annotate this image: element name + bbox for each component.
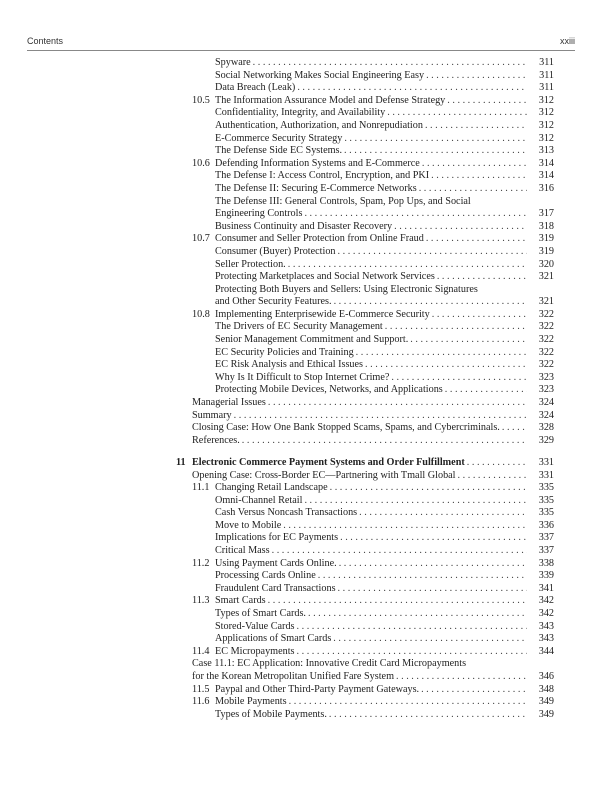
dot-leader: [389, 372, 527, 385]
toc-entry-body: [215, 309, 554, 322]
toc-entry[interactable]: [176, 570, 554, 583]
toc-entry-title: Case 11.1: EC Application: Innovative Credit Card Micropayments: [192, 658, 467, 670]
toc-entry[interactable]: [176, 696, 554, 709]
toc-entry-title: Business Continuity and Disaster Recovery: [215, 220, 393, 232]
toc-entry[interactable]: [176, 671, 554, 684]
toc-entry-page: 322: [538, 346, 554, 358]
dot-leader: [338, 532, 527, 545]
dot-leader: [232, 410, 527, 423]
toc-entry[interactable]: [176, 633, 554, 646]
toc-entry[interactable]: [176, 684, 554, 697]
toc-entry-title: EC Risk Analysis and Ethical Issues: [215, 359, 363, 371]
toc-entry-page: 312: [538, 132, 554, 144]
toc-entry-body: [192, 397, 554, 410]
toc-entry-title: E-Commerce Security Strategy: [215, 132, 343, 144]
toc-entry-page: 328: [538, 422, 554, 434]
toc-entry-title: Senior Management Commitment and Support.: [215, 334, 409, 346]
toc-entry-page: 342: [538, 608, 554, 620]
toc-entry[interactable]: [176, 309, 554, 322]
toc-entry-page: 343: [538, 633, 554, 645]
toc-entry[interactable]: [176, 259, 554, 272]
toc-entry[interactable]: [176, 384, 554, 397]
toc-entry-body: [215, 709, 554, 722]
dot-leader: [443, 384, 527, 397]
dot-leader: [357, 507, 527, 520]
toc-entry-page: 314: [538, 157, 554, 169]
toc-entry[interactable]: [176, 658, 554, 671]
toc-entry-title: Stored-Value Cards: [215, 620, 295, 632]
toc-entry-page: 311: [539, 82, 554, 94]
dot-leader: [385, 107, 527, 120]
toc-entry-number: 10.8: [192, 308, 210, 320]
toc-entry-body: [215, 57, 554, 70]
toc-entry-title: The Defense III: General Controls, Spam, Pop Ups, and Social: [215, 195, 471, 207]
toc-entry[interactable]: [176, 296, 554, 309]
toc-entry[interactable]: [176, 208, 554, 221]
toc-entry-page: 324: [538, 409, 554, 421]
toc-entry-title: The Defense II: Securing E-Commerce Networks: [215, 182, 417, 194]
toc-entry-title: Smart Cards: [215, 595, 266, 607]
toc-entry-page: 320: [538, 258, 554, 270]
toc-entry-page: 331: [538, 469, 554, 481]
toc-entry-title: Social Networking Makes Social Engineering Easy: [215, 69, 425, 81]
toc-entry-page: 341: [538, 582, 554, 594]
dot-leader: [337, 558, 527, 571]
toc-entry-body: [215, 482, 554, 495]
toc-entry-page: 331: [538, 456, 554, 468]
toc-entry-page: 312: [538, 119, 554, 131]
toc-entry-page: 311: [539, 69, 554, 81]
toc-entry[interactable]: [176, 158, 554, 171]
toc-entry-number: 10.5: [192, 94, 210, 106]
toc-entry-number: 11.5: [192, 683, 210, 695]
toc-entry-title: The Defense I: Access Control, Encryption, and PKI: [215, 170, 430, 182]
toc-entry[interactable]: [176, 621, 554, 634]
toc-entry[interactable]: [176, 583, 554, 596]
toc-entry[interactable]: [176, 347, 554, 360]
toc-entry-body: [192, 457, 554, 470]
toc-entry[interactable]: [176, 532, 554, 545]
toc-entry-number: 11.6: [192, 696, 210, 708]
toc-entry-number: 11.4: [192, 645, 210, 657]
dot-leader: [270, 545, 527, 558]
dot-leader: [336, 583, 527, 596]
dot-leader: [423, 120, 527, 133]
toc-entry-number: 11.1: [192, 482, 210, 494]
toc-entry[interactable]: [176, 170, 554, 183]
toc-entry[interactable]: [176, 558, 554, 571]
toc-entry-body: [215, 532, 554, 545]
toc-entry[interactable]: [176, 422, 554, 435]
toc-entry-title: EC Security Policies and Training: [215, 346, 354, 358]
toc-entry-page: 349: [538, 696, 554, 708]
dot-leader: [328, 482, 527, 495]
toc-entry-title: EC Micropayments: [215, 645, 295, 657]
toc-entry-title: and Other Security Features.: [215, 296, 332, 308]
toc-entry-body: [215, 384, 554, 397]
dot-leader: [394, 671, 527, 684]
toc-entry-page: 321: [538, 296, 554, 308]
toc-entry-title: Managerial Issues: [192, 397, 266, 409]
toc-entry-body: [215, 145, 554, 158]
toc-entry-page: 318: [538, 220, 554, 232]
toc-entry-title: Spyware: [215, 57, 251, 68]
toc-entry-body: [215, 95, 554, 108]
running-header-page-number: xxiii: [560, 36, 575, 46]
toc-entry[interactable]: [176, 372, 554, 385]
toc-entry-body: [215, 372, 554, 385]
dot-leader: [420, 158, 527, 171]
toc-entry[interactable]: [176, 359, 554, 372]
toc-entry-page: 339: [538, 570, 554, 582]
toc-entry-body: [215, 696, 554, 709]
toc-entry-title: Authentication, Authorization, and Nonrepudiation: [215, 119, 423, 131]
toc-entry-page: 329: [538, 434, 554, 446]
toc-entry-title: Protecting Mobile Devices, Networks, and Applications: [215, 384, 443, 396]
toc-entry-page: 343: [538, 620, 554, 632]
dot-leader: [251, 57, 527, 70]
toc-entry-body: [215, 259, 554, 272]
dot-leader: [465, 457, 527, 470]
toc-entry-body: [215, 133, 554, 146]
toc-entry-title: The Information Assurance Model and Defense Strategy: [215, 94, 446, 106]
toc-chapter-entry[interactable]: [176, 457, 554, 470]
toc-entry-title: Summary: [192, 409, 232, 421]
toc-entry[interactable]: [176, 595, 554, 608]
toc-entry-title: Data Breach (Leak): [215, 82, 296, 94]
toc-entry-body: [215, 271, 554, 284]
toc-entry-page: 321: [538, 271, 554, 283]
toc-entry-body: [215, 633, 554, 646]
toc-entry-title: References.: [192, 434, 240, 446]
toc-entry-title: Types of Mobile Payments.: [215, 708, 327, 720]
dot-leader: [240, 435, 527, 448]
dot-leader: [500, 422, 527, 435]
toc-entry-page: 319: [538, 233, 554, 245]
toc-entry-body: [192, 671, 554, 684]
toc-entry-title: Defending Information Systems and E-Commerce: [215, 157, 420, 169]
toc-entry-page: 319: [538, 245, 554, 257]
dot-leader: [331, 633, 527, 646]
toc-entry-title: Electronic Commerce Payment Systems and Order Fulfillment: [192, 456, 465, 468]
toc-entry-title: Paypal and Other Third-Party Payment Gateways.: [215, 683, 420, 695]
toc-entry-body: [192, 658, 554, 671]
toc-entry-page: 324: [538, 397, 554, 409]
toc-entry[interactable]: [176, 470, 554, 483]
toc-entry-body: [215, 495, 554, 508]
running-header-section: Contents: [27, 36, 64, 46]
dot-leader: [266, 595, 527, 608]
toc-entry-number: 11.3: [192, 595, 210, 607]
toc-entry-body: [215, 583, 554, 596]
toc-entry[interactable]: [176, 284, 554, 297]
toc-entry[interactable]: [176, 334, 554, 347]
toc-entry[interactable]: [176, 107, 554, 120]
toc-entry[interactable]: [176, 507, 554, 520]
toc-entry[interactable]: [176, 495, 554, 508]
dot-leader: [295, 646, 527, 659]
toc-entry-body: [215, 684, 554, 697]
dot-leader: [302, 208, 527, 221]
dot-leader: [435, 271, 527, 284]
toc-entry-page: 312: [538, 107, 554, 119]
toc-entry-page: 342: [538, 595, 554, 607]
toc-entry-title: Critical Mass: [215, 545, 270, 557]
toc-entry-title: Confidentiality, Integrity, and Availability: [215, 107, 386, 119]
toc-entry[interactable]: [176, 271, 554, 284]
toc-entry-body: [215, 646, 554, 659]
toc-entry-title: for the Korean Metropolitan Unified Fare System: [192, 671, 394, 682]
toc-entry-body: [215, 608, 554, 621]
dot-leader: [392, 221, 527, 234]
dot-leader: [287, 696, 527, 709]
toc-entry[interactable]: [176, 435, 554, 448]
toc-entry-title: Engineering Controls: [215, 208, 303, 220]
dot-leader: [316, 570, 527, 583]
toc-entry-title: Mobile Payments: [215, 696, 287, 708]
dot-leader: [281, 520, 527, 533]
toc-entry-page: 322: [538, 321, 554, 333]
toc-entry-body: [215, 183, 554, 196]
toc-entry[interactable]: [176, 246, 554, 259]
toc-entry[interactable]: [176, 608, 554, 621]
toc-entry-body: [215, 359, 554, 372]
dot-leader: [327, 709, 527, 722]
toc-entry-title: Applications of Smart Cards: [215, 633, 332, 645]
dot-leader: [286, 259, 527, 272]
toc-entry-title: Consumer (Buyer) Protection: [215, 245, 336, 257]
toc-entry-body: [215, 82, 554, 95]
toc-entry[interactable]: [176, 520, 554, 533]
toc-entry-body: [215, 296, 554, 309]
toc-entry-title: Why Is It Difficult to Stop Internet Crime?: [215, 371, 390, 383]
toc-entry-page: 317: [538, 208, 554, 220]
toc-entry-body: [215, 221, 554, 234]
toc-entry[interactable]: [176, 410, 554, 423]
toc-entry-title: The Defense Side EC Systems.: [215, 145, 343, 157]
toc-entry-page: 337: [538, 545, 554, 557]
toc-entry-body: [215, 621, 554, 634]
dot-leader: [266, 397, 527, 410]
toc-entry-title: Omni-Channel Retail: [215, 494, 303, 506]
toc-entry-body: [215, 545, 554, 558]
toc-entry-page: 335: [538, 494, 554, 506]
dot-leader: [424, 70, 527, 83]
toc-entry-title: Cash Versus Noncash Transactions: [215, 507, 358, 519]
toc-entry-page: 311: [539, 57, 554, 68]
toc-entry-body: [215, 208, 554, 221]
toc-entry-title: Consumer and Seller Protection from Online Fraud: [215, 233, 424, 245]
toc-entry-body: [215, 558, 554, 571]
toc-entry-page: 336: [538, 519, 554, 531]
toc-entry-number: 10.6: [192, 157, 210, 169]
toc-entry-page: 322: [538, 334, 554, 346]
dot-leader: [342, 133, 527, 146]
toc-entry[interactable]: [176, 120, 554, 133]
dot-leader: [363, 359, 527, 372]
dot-leader: [354, 347, 527, 360]
toc-entry-page: 348: [538, 683, 554, 695]
toc-entry-title: Types of Smart Cards.: [215, 608, 306, 620]
toc-entry-body: [192, 422, 554, 435]
toc-entry-page: 316: [538, 182, 554, 194]
dot-leader: [295, 621, 528, 634]
toc-entry-title: Implementing Enterprisewide E-Commerce Security: [215, 308, 430, 320]
toc-entry[interactable]: [176, 70, 554, 83]
toc-entry-title: Closing Case: How One Bank Stopped Scams, Spams, and Cybercriminals.: [192, 422, 500, 434]
toc-entry-page: 322: [538, 359, 554, 371]
toc-entry-title: Protecting Both Buyers and Sellers: Using Electronic Signatures: [215, 283, 478, 295]
toc-entry[interactable]: [176, 183, 554, 196]
dot-leader: [342, 145, 527, 158]
header-rule: [27, 50, 575, 51]
dot-leader: [430, 309, 527, 322]
toc-entry[interactable]: [176, 145, 554, 158]
toc-entry-title: Fraudulent Card Transactions: [215, 582, 336, 594]
toc-entry-body: [215, 120, 554, 133]
dot-leader: [295, 82, 527, 95]
toc-entry-page: 314: [538, 170, 554, 182]
toc-entry-body: [215, 284, 554, 297]
dot-leader: [417, 183, 527, 196]
toc-entry-number: 11.2: [192, 557, 210, 569]
dot-leader: [429, 170, 527, 183]
toc-entry-title: Processing Cards Online: [215, 570, 316, 582]
toc-entry-body: [192, 470, 554, 483]
toc-entry-body: [215, 246, 554, 259]
toc-entry-page: 323: [538, 371, 554, 383]
toc-entry-title: Move to Mobile: [215, 519, 282, 531]
toc-entry-page: 313: [538, 145, 554, 157]
dot-leader: [408, 334, 527, 347]
toc-entry-title: Implications for EC Payments: [215, 532, 339, 544]
toc-entry-body: [215, 595, 554, 608]
toc-entry-page: 338: [538, 557, 554, 569]
dot-leader: [424, 233, 527, 246]
toc-entry-body: [215, 70, 554, 83]
toc-entry-title: Using Payment Cards Online.: [215, 557, 337, 569]
toc-entry-body: [215, 196, 554, 209]
dot-leader: [336, 246, 527, 259]
toc-entry-body: [215, 321, 554, 334]
toc-entry-body: [215, 520, 554, 533]
table-of-contents: [176, 57, 554, 721]
toc-entry-page: 322: [538, 308, 554, 320]
toc-entry[interactable]: [176, 321, 554, 334]
toc-entry-body: [215, 233, 554, 246]
toc-entry-number: 10.7: [192, 233, 210, 245]
toc-entry[interactable]: [176, 646, 554, 659]
toc-entry-title: Changing Retail Landscape: [215, 482, 328, 494]
toc-entry[interactable]: [176, 397, 554, 410]
toc-entry[interactable]: [176, 57, 554, 70]
dot-leader: [383, 321, 527, 334]
toc-entry[interactable]: [176, 233, 554, 246]
toc-entry[interactable]: [176, 133, 554, 146]
dot-leader: [302, 495, 527, 508]
toc-entry-page: 335: [538, 482, 554, 494]
toc-entry-body: [215, 347, 554, 360]
dot-leader: [306, 608, 527, 621]
toc-entry-title: Protecting Marketplaces and Social Network Services: [215, 271, 435, 283]
toc-entry-body: [215, 107, 554, 120]
toc-entry-page: 312: [538, 94, 554, 106]
toc-entry[interactable]: [176, 545, 554, 558]
toc-entry-body: [215, 570, 554, 583]
toc-entry-page: 323: [538, 384, 554, 396]
toc-entry-title: Opening Case: Cross-Border EC—Partnering with Tmall Global: [192, 469, 456, 481]
toc-entry-page: 337: [538, 532, 554, 544]
toc-entry-body: [192, 410, 554, 423]
dot-leader: [445, 95, 527, 108]
toc-entry[interactable]: [176, 95, 554, 108]
dot-leader: [332, 296, 527, 309]
toc-entry[interactable]: [176, 221, 554, 234]
toc-entry-page: 344: [538, 645, 554, 657]
toc-entry-body: [215, 170, 554, 183]
toc-entry[interactable]: [176, 709, 554, 722]
toc-entry[interactable]: [176, 82, 554, 95]
toc-entry-body: [192, 435, 554, 448]
toc-entry-page: 335: [538, 507, 554, 519]
toc-entry[interactable]: [176, 482, 554, 495]
toc-entry-title: Seller Protection.: [215, 258, 286, 270]
toc-entry-body: [215, 158, 554, 171]
dot-leader: [456, 470, 527, 483]
toc-entry-body: [215, 507, 554, 520]
toc-entry-title: The Drivers of EC Security Management: [215, 321, 383, 333]
toc-entry-page: 349: [538, 708, 554, 720]
toc-entry-body: [215, 334, 554, 347]
toc-entry-page: 346: [538, 671, 554, 682]
dot-leader: [419, 684, 527, 697]
toc-entry[interactable]: [176, 196, 554, 209]
toc-entry-number: 11: [176, 456, 186, 468]
